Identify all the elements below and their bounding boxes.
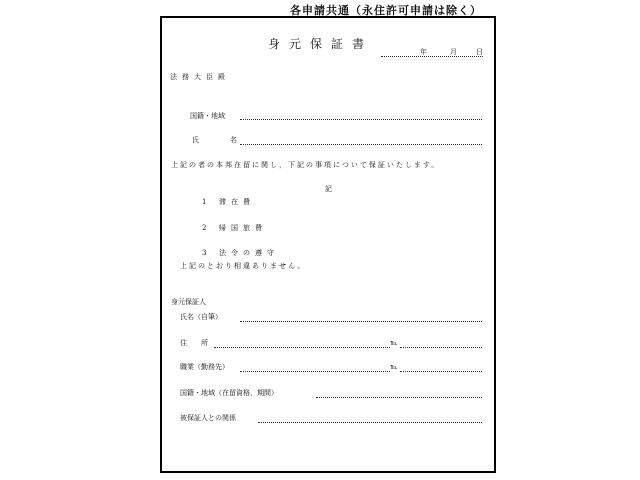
item-number: 1 [202,198,207,206]
guarantor-address-label-1: 住 [180,339,187,347]
form-category-note: 各申請共通（永住許可申請は除く） [290,4,482,17]
guarantee-statement: 上記の者の本邦在留に関し，下記の事項について保証いたします。 [171,161,441,169]
guarantor-address-label-2: 所 [201,339,208,347]
item-text: 滞在費 [219,198,255,206]
item-text: 法令の遵守 [219,249,279,257]
applicant-nationality-field[interactable] [240,119,482,120]
applicant-name-label-1: 氏 [192,136,199,144]
applicant-name-field[interactable] [240,144,482,145]
addressee: 法務大臣殿 [170,73,230,81]
item-text: 帰国旅費 [219,224,267,232]
applicant-nationality-label: 国籍・地域 [190,112,225,120]
guarantor-address-field[interactable] [214,347,390,348]
date-day-label: 日 [476,48,483,56]
date-line [381,56,483,57]
guarantor-nationality-label: 国籍・地域（在留資格、期間） [180,389,278,397]
guarantor-occupation-field[interactable] [240,371,390,372]
guarantor-relation-field[interactable] [258,422,482,423]
item-number: 3 [202,249,207,257]
guarantor-nationality-field[interactable] [316,397,482,398]
guarantor-occupation-phone-field[interactable] [400,371,482,372]
guarantor-address-phone-field[interactable] [400,347,482,348]
item-number: 2 [202,224,207,232]
document-title: 身元保証書 [268,37,374,51]
telephone-icon: ℡ [390,339,398,347]
date-month-label: 月 [450,48,457,56]
form-frame [160,16,496,473]
guarantor-name-label: 氏名（自筆） [180,313,222,321]
guarantor-name-field[interactable] [240,321,482,322]
telephone-icon: ℡ [390,363,398,371]
date-year-label: 年 [420,48,427,56]
guarantor-heading: 身元保証人 [171,298,206,306]
applicant-name-label-2: 名 [230,136,237,144]
closing-statement: 上記のとおり相違ありません。 [180,262,307,270]
ki-heading: 記 [325,185,332,193]
guarantor-occupation-label: 職業（勤務先） [180,363,229,371]
guarantor-relation-label: 被保証人との関係 [180,414,236,422]
